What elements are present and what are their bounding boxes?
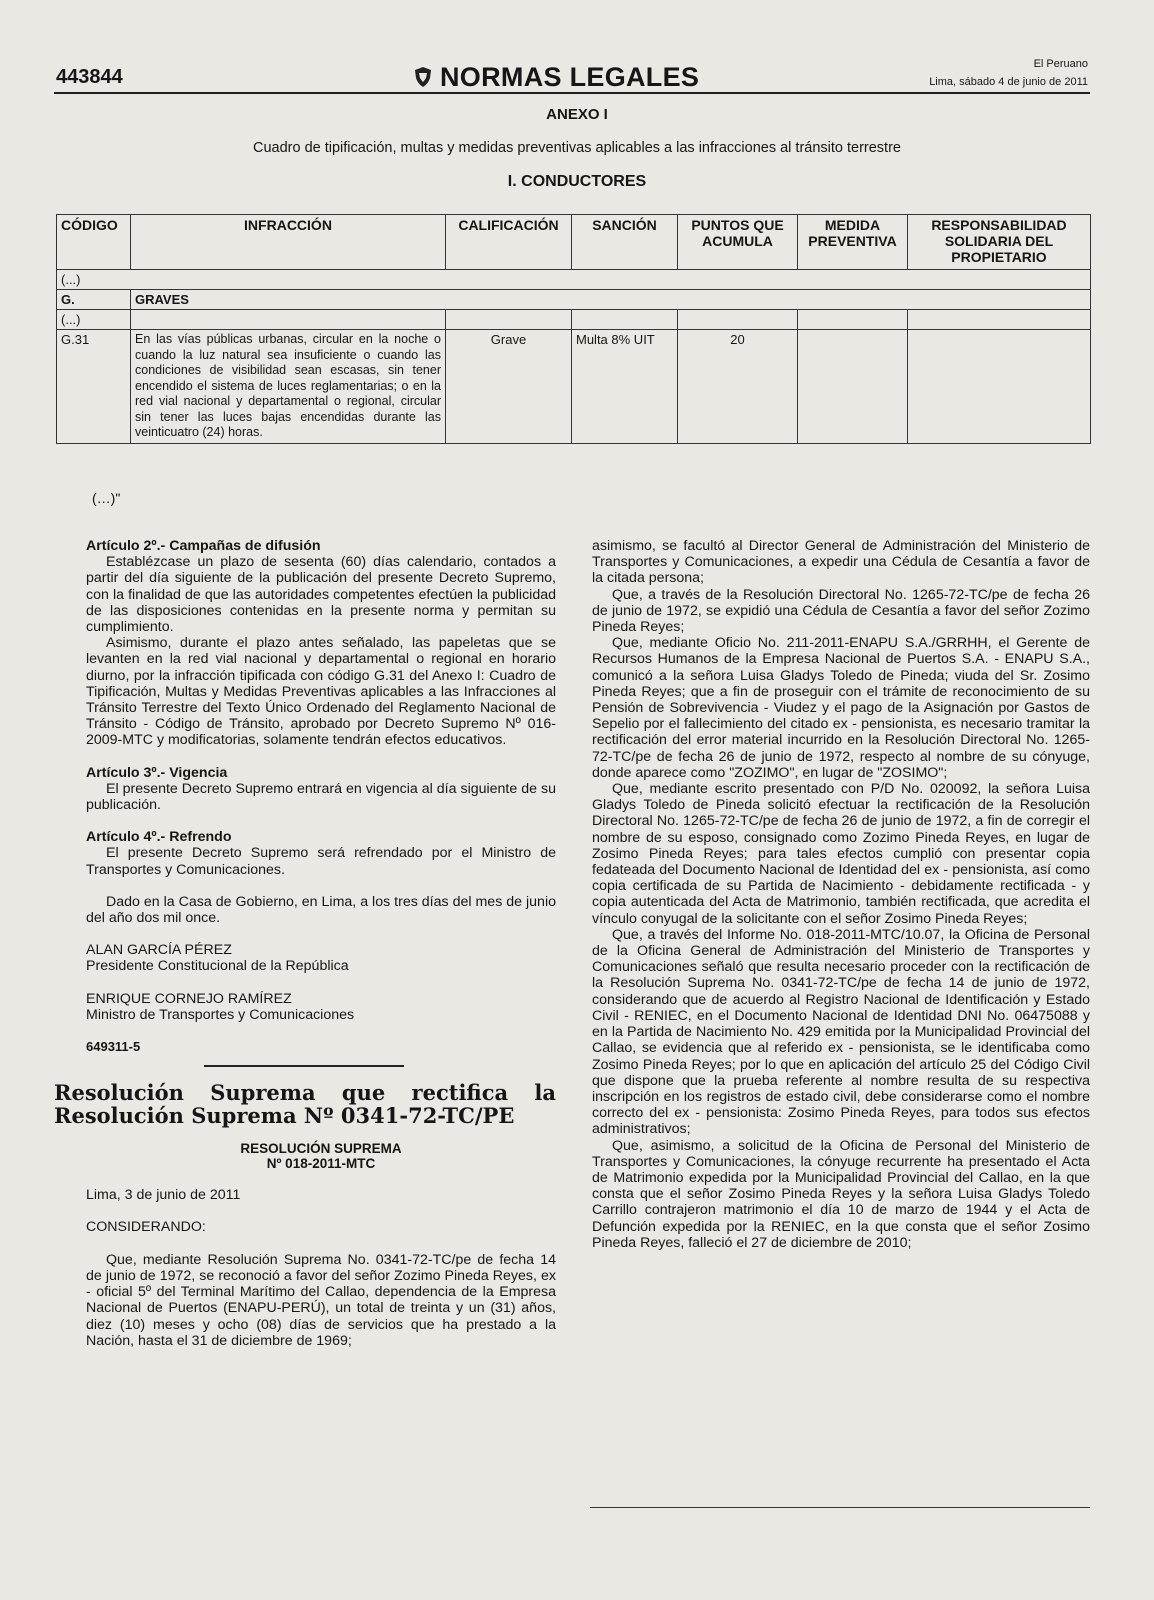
infractions-table [56, 214, 1091, 444]
article-3-title: Artículo 3º.- Vigencia [86, 764, 228, 781]
col-header-infraction: INFRACCIÓN [131, 215, 446, 270]
row-sanction: Multa 8% UIT [572, 330, 678, 444]
col-header-measure: MEDIDA PREVENTIVA [798, 215, 908, 270]
right-paragraph-5: Que, a través del Informe No. 018-2011-MTC/10.07, la Oficina de Personal de la Oficina General de Administración del Ministerio de Transportes y Comunicaciones señaló que resulta necesario proceder con la rectificación de la Resolución Suprema No. 0341-72-TC/pe de fecha 14 de junio de 1972, considerando que de acuerdo al Registro Nacional de Identificación y Estado Civil - RENIEC, en el Documento Nacional de Identidad DNI No. 06475088 y en la Partida de Nacimiento No. 429 emitida por la Municipalidad Provincial del Callao, se evidencia que al referido ex - pensionista, se le identificaba como Zosimo Pineda Reyes; por lo que en aplicación del artículo 25 del Código Civil que dispone que la prueba referente al nombre resulta de su respectiva inscripción en los registros de estado civil, debe considerarse como el nombre correcto del ex - pensionista: Zosimo Pineda Reyes, para todos sus efectos administrativos; [592, 926, 1090, 1138]
resolution-number: Nº 018-2011-MTC [266, 1156, 376, 1172]
spacer [86, 813, 556, 829]
annex-subtitle: Cuadro de tipificación, multas y medidas preventivas aplicables a las infracciones al tránsito terrestre [253, 140, 901, 156]
resolution-heading: RESOLUCIÓN SUPREMA [240, 1141, 402, 1157]
article-4-paragraph: El presente Decreto Supremo será refrendado por el Ministro de Transportes y Comunicaciones. [86, 845, 556, 878]
section-title-text: NORMAS LEGALES [440, 62, 700, 92]
empty-cell [572, 310, 678, 330]
row-infraction: En las vías públicas urbanas, circular en la noche o cuando la luz natural sea insuficiente o cuando las condiciones de visibilidad sean escasas, sin tener encendido el sistema de luces reglamentarias; o en la red vial nacional y departamental o regional, circular sin tener las luces bajas encendidas durante las veinticuatro (24) horas. [131, 330, 446, 444]
header-rule [54, 92, 1090, 94]
group-code: G. [57, 290, 131, 310]
signatory-1-name: ALAN GARCÍA PÉREZ [86, 942, 232, 959]
section-title [412, 62, 699, 93]
empty-cell [131, 310, 446, 330]
col-header-points: PUNTOS QUE ACUMULA [678, 215, 798, 270]
empty-cell [798, 310, 908, 330]
right-paragraph-4: Que, mediante escrito presentado con P/D No. 020092, la señora Luisa Gladys Toledo de Pineda solicitó efectuar la rectificación de la Resolución Directoral No. 1265-72-TC/pe de fecha 26 de junio de 1972, a fin de corregir el nombre de su esposo, consignado como Zozimo Pineda Reyes, en lugar de Zosimo Pineda Reyes; para tales efectos cumplió con presentar copia fedateada del Documento Nacional de Identidad del ex - pensionista, así como copia certificada de su Partida de Nacimiento - debidamente rectificada - y copia autenticada del Acta de Matrimonio, también rectificada, que acredita el vínculo conyugal de la solicitante con el señor Zosimo Pineda Reyes; [592, 781, 1090, 927]
group-label: GRAVES [131, 290, 1091, 310]
spacer [86, 1023, 556, 1039]
annex-title: ANEXO I [546, 106, 608, 123]
annex-section: I. CONDUCTORES [507, 173, 647, 190]
given-statement: Dado en la Casa de Gobierno, en Lima, a los tres días del mes de junio del año dos mil once. [86, 893, 556, 927]
column-bottom-rule [590, 1507, 1090, 1508]
row-rating: Grave [446, 330, 572, 444]
table-ellipsis: (...) [57, 270, 1091, 290]
col-header-sanction: SANCIÓN [572, 215, 678, 270]
spacer [86, 749, 556, 765]
table-row [57, 270, 1091, 290]
table-header-row [57, 215, 1091, 270]
publication-code: 649311-5 [86, 1039, 141, 1055]
spacer [86, 1203, 556, 1219]
empty-cell [446, 310, 572, 330]
col-header-code: CÓDIGO [57, 215, 131, 270]
resolution-place-date: Lima, 3 de junio de 2011 [86, 1187, 241, 1204]
resolution-headline: Resolución Suprema que rectifica la Resolución Suprema Nº 0341-72-TC/PE [54, 1080, 556, 1129]
table-row [57, 330, 1091, 444]
empty-cell [908, 310, 1091, 330]
right-column [592, 538, 1090, 1251]
empty-cell [678, 310, 798, 330]
table-row [57, 290, 1091, 310]
signatory-2-name: ENRIQUE CORNEJO RAMÍREZ [86, 990, 292, 1007]
article-2-paragraph-2: Asimismo, durante el plazo antes señalado, las papeletas que se levanten en la red vial nacional y departamental o regional en horario diurno, por la infracción tipificada con código G.31 del Anexo I: Cuadro de Tipificación, Multas y Medidas Preventivas aplicables a las Infracciones al Tránsito Terrestre del Texto Único Ordenado del Reglamento Nacional de Tránsito - Código de Tránsito, aprobado por Decreto Supremo Nº 016-2009-MTC y modificatorias, solamente tendrán efectos educativos. [86, 635, 556, 749]
left-column [54, 538, 556, 1349]
considering-label: CONSIDERANDO: [86, 1219, 206, 1236]
section-divider [204, 1065, 404, 1067]
table-row [57, 310, 1091, 330]
row-responsibility [908, 330, 1091, 444]
article-2-paragraph-1: Establézcase un plazo de sesenta (60) días calendario, contados a partir del día siguiente de la publicación del presente Decreto Supremo, con la finalidad de que las autoridades competentes efectúen la publicidad de las disposiciones contenidas en la presente norma y permitan su cumplimiento. [86, 554, 556, 636]
col-header-rating: CALIFICACIÓN [446, 215, 572, 270]
row-points: 20 [678, 330, 798, 444]
spacer [86, 1236, 556, 1252]
page-number: 443844 [56, 66, 123, 88]
right-paragraph-3: Que, mediante Oficio No. 211-2011-ENAPU S.A./GRRHH, el Gerente de Recursos Humanos de la Empresa Nacional de Puertos S.A. - ENAPU S.A., comunicó a la señora Luisa Gladys Toledo de Pineda; viuda del Sr. Zosimo Pineda Reyes; que a fin de proseguir con el trámite de reconocimiento de su Pensión de Sobrevivencia - Viudez y el pago de la Asignación por Gastos de Sepelio por el fallecimiento del citado ex - pensionista, es necesario tramitar la rectificación del error material incurrido en la Resolución Directoral No. 1265-72-TC/pe de fecha 26 de junio de 1972, respecto al nombre de su cónyuge, donde aparece como "ZOZIMO", en lugar de "ZOSIMO"; [592, 635, 1090, 781]
row-code: G.31 [57, 330, 131, 444]
spacer [86, 975, 556, 991]
considering-paragraph-1: Que, mediante Resolución Suprema No. 0341-72-TC/pe de fecha 14 de junio de 1972, se reconoció a favor del señor Zozimo Pineda Reyes, ex - oficial 5º del Terminal Marítimo del Callao, dependencia de la Empresa Nacional de Puertos (ENAPU-PERÚ), un total de treinta y un (31) años, diez (10) meses y ocho (08) días de servicios que ha prestado a la Nación, hasta el 31 de diciembre de 1969; [86, 1251, 556, 1349]
article-2-title: Artículo 2º.- Campañas de difusión [86, 538, 321, 554]
signatory-2-role: Ministro de Transportes y Comunicaciones [86, 1006, 355, 1023]
spacer [86, 1171, 556, 1187]
article-3-paragraph: El presente Decreto Supremo entrará en vigencia al día siguiente de su publicación. [86, 780, 556, 814]
table-ellipsis: (...) [57, 310, 131, 330]
publication-date: Lima, sábado 4 de junio de 2011 [929, 76, 1088, 88]
right-paragraph-2: Que, a través de la Resolución Directoral No. 1265-72-TC/pe de fecha 26 de junio de 1972, se expidió una Cédula de Cesantía a favor del señor Zozimo Pineda Reyes; [592, 586, 1090, 636]
signatory-1-role: Presidente Constitucional de la República [86, 958, 349, 975]
row-measure [798, 330, 908, 444]
col-header-responsibility: RESPONSABILIDAD SOLIDARIA DEL PROPIETARIO [908, 215, 1091, 270]
coat-of-arms-icon [412, 66, 434, 88]
publication-name: El Peruano [1033, 58, 1088, 70]
spacer [86, 878, 556, 894]
spacer [86, 926, 556, 942]
article-4-title: Artículo 4º.- Refrendo [86, 829, 232, 846]
right-paragraph-1: asimismo, se facultó al Director General de Administración del Ministerio de Transportes y Comunicaciones, a expedir una Cédula de Cesantía a favor de la citada persona; [592, 538, 1090, 587]
table-after-ellipsis: (…)" [92, 490, 121, 506]
right-paragraph-6: Que, asimismo, a solicitud de la Oficina de Personal del Ministerio de Transportes y Comunicaciones, la cónyuge recurrente ha presentado el Acta de Matrimonio expedida por la Municipalidad Provincial del Callao, en la que consta que el señor Zosimo Pineda Reyes y la señora Luisa Gladys Toledo Carrillo contrajeron matrimonio el día 10 de marzo de 1944 y el Acta de Defunción expedida por la RENIEC, en la que consta que el señor Zosimo Pineda Reyes, falleció el 27 de diciembre de 2010; [592, 1137, 1090, 1251]
